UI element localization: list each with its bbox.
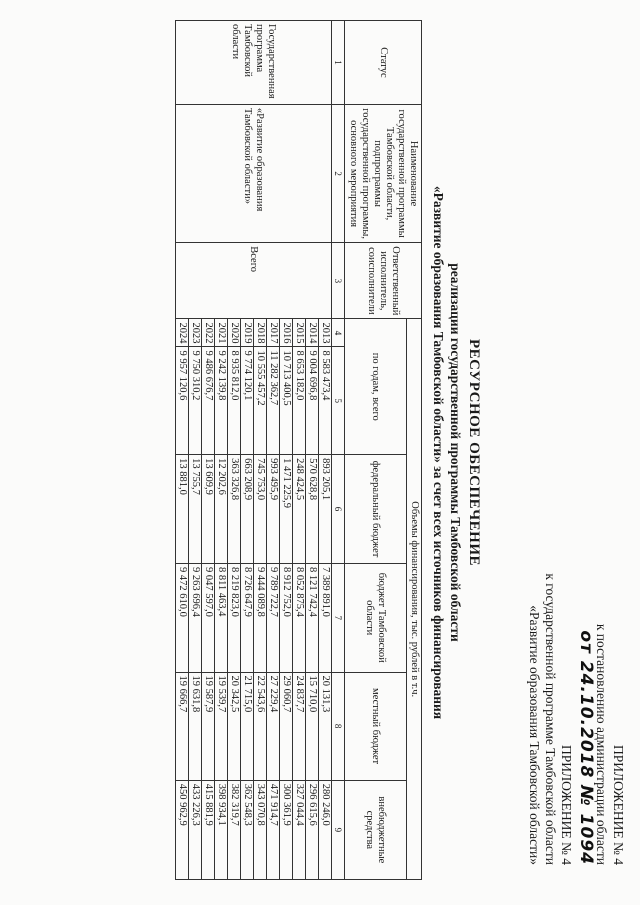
regional-cell: 8 052 875,4: [293, 563, 306, 672]
column-number: 5: [332, 347, 345, 455]
extra-cell: 433 226,3: [189, 780, 202, 879]
federal-cell: 363 326,8: [228, 455, 241, 564]
total-cell: 8 583 473,4: [319, 347, 332, 455]
extra-cell: 471 914,7: [267, 780, 280, 879]
federal-cell: 993 495,9: [267, 455, 280, 564]
federal-cell: 13 755,7: [189, 455, 202, 564]
year-cell: 2019: [241, 319, 254, 347]
year-cell: 2021: [215, 319, 228, 347]
total-cell: 10 713 400,5: [280, 347, 293, 455]
column-number: 8: [332, 672, 345, 780]
title-line3: «Развитие образования Тамбовской области» за счет всех источников финансирования: [431, 185, 446, 720]
total-cell: 8 935 812,0: [228, 347, 241, 455]
year-cell: 2020: [228, 319, 241, 347]
header-name: Наименование государственной программы Тамбовской области, подпрограммы государственной программы, основного мероприятия: [345, 104, 422, 242]
federal-cell: 745 753,0: [254, 455, 267, 564]
header-by-years: по годам, всего: [345, 319, 407, 455]
total-cell: 9 486 676,7: [202, 347, 215, 455]
federal-cell: 570 628,8: [306, 455, 319, 564]
local-cell: 27 229,4: [267, 672, 280, 780]
extra-cell: 398 934,1: [215, 780, 228, 879]
header-federal: федеральный бюджет: [345, 455, 407, 564]
table-row: [319, 21, 332, 880]
total-cell: 10 555 457,2: [254, 347, 267, 455]
column-number: 6: [332, 455, 345, 564]
column-number: 9: [332, 780, 345, 879]
federal-cell: 663 208,9: [241, 455, 254, 564]
extra-cell: 362 548,3: [241, 780, 254, 879]
extra-cell: 327 044,4: [293, 780, 306, 879]
extra-cell: 343 070,8: [254, 780, 267, 879]
total-cell: 9 242 139,8: [215, 347, 228, 455]
column-number: 4: [332, 319, 345, 347]
year-cell: 2022: [202, 319, 215, 347]
federal-cell: 1 471 225,9: [280, 455, 293, 564]
year-cell: 2024: [176, 319, 189, 347]
federal-cell: 893 205,1: [319, 455, 332, 564]
local-cell: 19 587,9: [202, 672, 215, 780]
local-cell: 22 543,6: [254, 672, 267, 780]
regional-cell: 9 444 089,8: [254, 563, 267, 672]
total-cell: 8 653 182,0: [293, 347, 306, 455]
extra-cell: 450 962,9: [176, 780, 189, 879]
regional-cell: 9 789 722,7: [267, 563, 280, 672]
local-cell: 21 715,0: [241, 672, 254, 780]
regional-cell: 8 726 647,9: [241, 563, 254, 672]
decree-header: [566, 0, 626, 905]
extra-cell: 280 246,0: [319, 780, 332, 879]
title-line2: реализации государственной программы Тамбовской области: [448, 263, 463, 642]
total-cell: 9 004 696,8: [306, 347, 319, 455]
program-appendix-line1: к государственной программе Тамбовской области: [543, 573, 558, 865]
regional-cell: 8 121 742,4: [306, 563, 319, 672]
local-cell: 19 539,7: [215, 672, 228, 780]
local-cell: 24 837,7: [293, 672, 306, 780]
regional-cell: 8 219 823,0: [228, 563, 241, 672]
header-responsible: Ответственный исполнитель, соисполнители: [345, 243, 422, 319]
header-volumes: Объемы финансирования, тыс. рублей в т.ч.: [407, 319, 422, 880]
year-cell: 2018: [254, 319, 267, 347]
regional-cell: 9 263 696,4: [189, 563, 202, 672]
regional-cell: 9 047 597,0: [202, 563, 215, 672]
program-appendix-title: ПРИЛОЖЕНИЕ № 4: [559, 744, 574, 865]
decree-date-number-handwritten: от 24.10.2018 № 1094: [576, 630, 596, 865]
financing-table: [175, 20, 422, 880]
local-cell: 20 342,5: [228, 672, 241, 780]
responsible-cell: Всего: [176, 243, 332, 319]
federal-cell: 13 609,9: [202, 455, 215, 564]
decree-line: к постановлению администрации области: [594, 623, 609, 865]
column-number: 1: [332, 21, 345, 105]
local-cell: 19 631,8: [189, 672, 202, 780]
year-cell: 2015: [293, 319, 306, 347]
total-cell: 9 774 120,1: [241, 347, 254, 455]
column-number-row: [332, 21, 345, 880]
total-cell: 9 750 310,2: [189, 347, 202, 455]
appendix-title: ПРИЛОЖЕНИЕ № 4: [611, 744, 626, 865]
year-cell: 2013: [319, 319, 332, 347]
total-cell: 11 282 362,7: [267, 347, 280, 455]
column-number: 2: [332, 104, 345, 242]
extra-cell: 296 615,6: [306, 780, 319, 879]
column-number: 3: [332, 243, 345, 319]
title-line1: РЕСУРСНОЕ ОБЕСПЕЧЕНИЕ: [466, 338, 482, 567]
federal-cell: 13 881,0: [176, 455, 189, 564]
header-status: Статус: [345, 21, 422, 105]
program-name-cell: «Развитие образования Тамбовской области»: [176, 104, 332, 242]
header-local: местный бюджет: [345, 672, 407, 780]
local-cell: 29 060,7: [280, 672, 293, 780]
local-cell: 20 131,3: [319, 672, 332, 780]
extra-cell: 300 361,9: [280, 780, 293, 879]
program-appendix-line2: «Развитие образования Тамбовской области»: [527, 605, 542, 865]
federal-cell: 12 202,6: [215, 455, 228, 564]
document-title: [430, 0, 482, 905]
regional-cell: 8 811 463,4: [215, 563, 228, 672]
federal-cell: 248 424,5: [293, 455, 306, 564]
total-cell: 9 957 120,6: [176, 347, 189, 455]
year-cell: 2017: [267, 319, 280, 347]
year-cell: 2014: [306, 319, 319, 347]
header-regional: бюджет Тамбовской области: [345, 563, 407, 672]
year-cell: 2023: [189, 319, 202, 347]
regional-cell: 9 472 610,0: [176, 563, 189, 672]
extra-cell: 415 881,9: [202, 780, 215, 879]
regional-cell: 8 912 752,0: [280, 563, 293, 672]
header-extra: внебюджетные средства: [345, 780, 407, 879]
status-cell: Государственная программа Тамбовской области: [176, 21, 332, 105]
year-cell: 2016: [280, 319, 293, 347]
column-number: 7: [332, 563, 345, 672]
regional-cell: 7 389 891,0: [319, 563, 332, 672]
program-appendix-block: [526, 573, 574, 865]
local-cell: 19 666,7: [176, 672, 189, 780]
local-cell: 15 710,0: [306, 672, 319, 780]
extra-cell: 382 319,7: [228, 780, 241, 879]
